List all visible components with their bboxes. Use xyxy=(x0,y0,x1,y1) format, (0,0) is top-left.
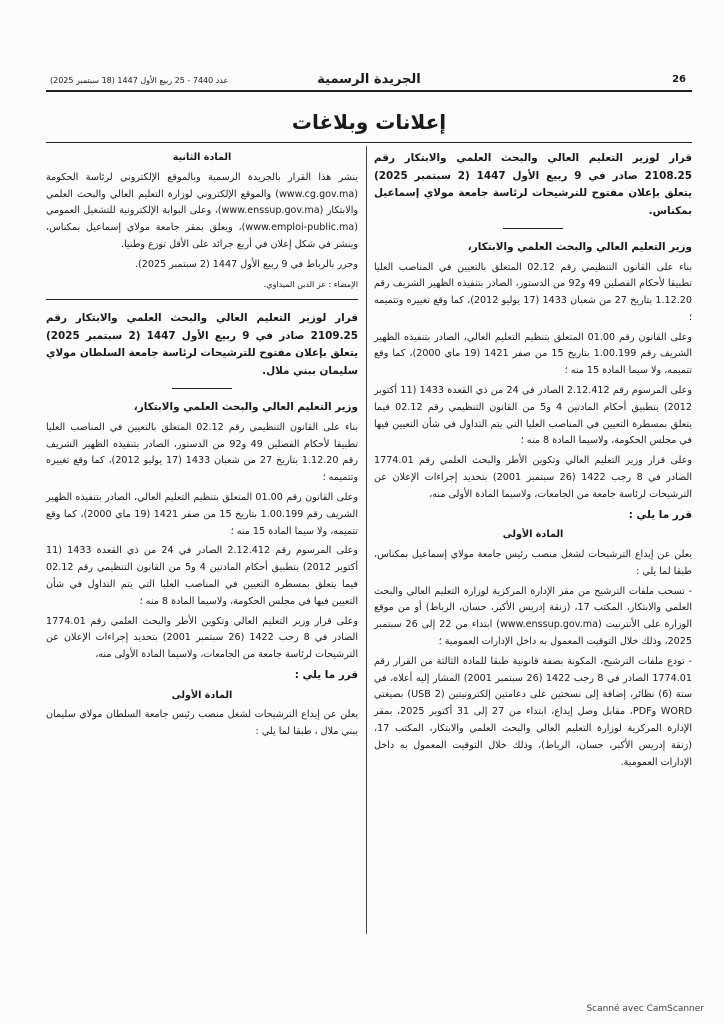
article-heading: المادة الأولى xyxy=(171,689,233,701)
divider xyxy=(172,388,232,389)
minister-line: وزير التعليم العالي والبحث العلمي والابتكار، xyxy=(133,401,358,414)
decree-title: قرار لوزير التعليم العالي والبحث العلمي والابتكار رقم 2109.25 صادر في 9 ربيع الأول 1447 (2 سبتمبر 2025) يتعلق بإعلان مفتوح للترشيحات لرئاسة جامعة السلطان مولاي سليمان ببني ملال. xyxy=(46,312,358,377)
section-rule xyxy=(46,142,692,143)
legal-basis-paragraph: وعلى قرار وزير التعليم العالي وتكوين الأطر والبحث العلمي رقم 1774.01 الصادر في 8 رجب 1422 (26 سبتمبر 2001) بتحديد إجراءات الإعلان عن الترشيحات لرئاسة جامعة من الجامعات، ولاسيما المادة الأولى منه، xyxy=(374,455,692,500)
article-heading: المادة الثانية xyxy=(172,152,232,163)
decides-line: قرر ما يلي : xyxy=(628,508,692,521)
decree-title: قرار لوزير التعليم العالي والبحث العلمي والابتكار رقم 2108.25 صادر في 9 ربيع الأول 1447 (2 سبتمبر 2025) يتعلق بإعلان مفتوح للترشيحات لرئاسة جامعة مولاي إسماعيل بمكناس. xyxy=(374,152,692,217)
legal-basis-paragraph: بناء على القانون التنظيمي رقم 02.12 المتعلق بالتعيين في المناصب العليا تطبيقا لأحكام الفصلين 49 و92 من الدستور، الصادر بتنفيذه الظهير الشريف رقم 1.12.20 بتاريخ 27 من شعبان 1433 (17 يوليو 2012)، كما وقع تغييره وتتميمه ؛ xyxy=(374,261,692,323)
article-intro: يعلن عن إيداع الترشيحات لشغل منصب رئيس جامعة مولاي إسماعيل بمكناس، طبقا لما يلي : xyxy=(374,548,692,577)
article-intro: يعلن عن إيداع الترشيحات لشغل منصب رئيس جامعة السلطان مولاي سليمان ببني ملال ، طبقا لما يلي : xyxy=(46,709,358,738)
issue-line: عدد 7440 - 25 ربيع الأول 1447 (18 سبتمبر 2025) xyxy=(50,76,229,85)
bullet-item: - تودع ملفات الترشيح، المكونة بصفة قانونية طبقا للمادة الثالثة من القرار رقم 1774.01 الصادر في 8 رجب 1422 (26 سبتمبر 2001) المشار إليه أعلاه، في ستة (6) نظائر، إضافة إلى نسختين على دعامتين إلكترونيتين (2 USB) بصيغتي WORD وPDF، مقابل وصل إيداع، ابتداء من 27 إلى 31 أكتوبر 2025، بمقر الإدارة المركزية لوزارة التعليم العالي والبحث العلمي والابتكار، المكتب 17، (زنقة إدريس الأكبر، حسان، الرباط)، وذلك خلال التوقيت المعمول به داخل الإدارات العمومية. xyxy=(374,655,693,768)
done-at-line: وحرر بالرباط في 9 ربيع الأول 1447 (2 سبتمبر 2025). xyxy=(134,258,358,270)
right-column xyxy=(374,150,692,774)
legal-basis-paragraph: وعلى القانون رقم 01.00 المتعلق بتنظيم التعليم العالي، الصادر بتنفيذه الظهير الشريف رقم 1.00.199 بتاريخ 15 من صفر 1421 (19 ماي 2000)، كما وقع تتميمه، ولا سيما المادة 15 منه ؛ xyxy=(374,331,692,377)
minister-line: وزير التعليم العالي والبحث العلمي والابتكار، xyxy=(467,241,692,253)
bullet-item: - تسحب ملفات الترشيح من مقر الإدارة المركزية لوزارة التعليم العالي والبحث العلمي والابتكار، المكتب 17، (زنقة إدريس الأكبر، حسان، الرباط) أو من موقع الوزارة على الأنترنيت (www.enssup.gov.ma) ابتداء من 22 إلى 26 سبتمبر 2025، وذلك خلال التوقيت المعمول به داخل الإدارات العمومية ؛ xyxy=(374,585,693,647)
legal-basis-paragraph: وعلى قرار وزير التعليم العالي وتكوين الأطر والبحث العلمي رقم 1774.01 الصادر في 8 رجب 1422 (26 سبتمبر 2001) بتحديد إجراءات الإعلان عن الترشيحات لرئاسة جامعة من الجامعات، ولاسيما المادة الأولى منه، xyxy=(46,615,358,661)
scanner-watermark: Scanné avec CamScanner xyxy=(586,1004,704,1014)
page-number: 26 xyxy=(672,74,686,85)
journal-title: الجريدة الرسمية xyxy=(317,72,421,87)
legal-basis-paragraph: وعلى المرسوم رقم 2.12.412 الصادر في 24 من ذي القعدة 1433 (11 أكتوبر 2012) بتطبيق أحكام المادتين 4 و5 من القانون التنظيمي رقم 02.12 فيما يتعلق بمسطرة التعيين في المناصب العليا التي يتم التداول في شأن التعيين فيها في مجلس الحكومة، ولاسيما المادة 8 منه ؛ xyxy=(374,385,692,447)
divider xyxy=(503,228,563,229)
legal-basis-paragraph: بناء على القانون التنظيمي رقم 02.12 المتعلق بالتعيين في المناصب العليا تطبيقا لأحكام الفصلين 49 و92 من الدستور، الصادر بتنفيذه الظهير الشريف رقم 1.12.20 بتاريخ 27 من شعبان 1433 (17 يوليو 2012)، كما وقع تغييره وتتميمه ؛ xyxy=(46,421,359,484)
document-page xyxy=(46,62,692,962)
left-column xyxy=(46,150,358,744)
article-heading: المادة الأولى xyxy=(502,529,564,541)
section-title: إعلانات وبلاغات xyxy=(291,110,447,134)
column-divider xyxy=(366,146,367,934)
signature-line: الإمضاء : عز الدين الميداوي. xyxy=(263,279,358,289)
decides-line: قرر ما يلي : xyxy=(294,669,358,682)
divider xyxy=(46,299,358,300)
article-text: ينشر هذا القرار بالجريدة الرسمية وبالموقع الإلكتروني لرئاسة الحكومة (www.cg.gov.ma) والموقع الإلكتروني لوزارة التعليم العالي والبحث العلمي والابتكار (www.enssup.gov.ma)، وعلى البوابة الإلكترونية للتشغيل العمومي (www.emploi-public.ma)، ويعلق بمقر جامعة مولاي إسماعيل بمكناس، وينشر في شكل إعلان في أربع جرائد على الأقل توزع وطنيا. xyxy=(46,171,358,250)
legal-basis-paragraph: وعلى القانون رقم 01.00 المتعلق بتنظيم التعليم العالي، الصادر بتنفيذه الظهير الشريف رقم 1.00.199 بتاريخ 15 من صفر 1421 (19 ماي 2000)، كما وقع تتميمه، ولا سيما المادة 15 منه ؛ xyxy=(46,492,358,537)
legal-basis-paragraph: وعلى المرسوم رقم 2.12.412 الصادر في 24 من ذي القعدة 1433 (11 أكتوبر 2012) بتطبيق أحكام المادتين 4 و5 من القانون التنظيمي رقم 02.12 فيما يتعلق بمسطرة التعيين في المناصب العليا التي يتم التداول في شأن التعيين فيها في مجلس الحكومة، ولاسيما المادة 8 منه ؛ xyxy=(46,545,359,607)
header-rule xyxy=(46,90,692,92)
